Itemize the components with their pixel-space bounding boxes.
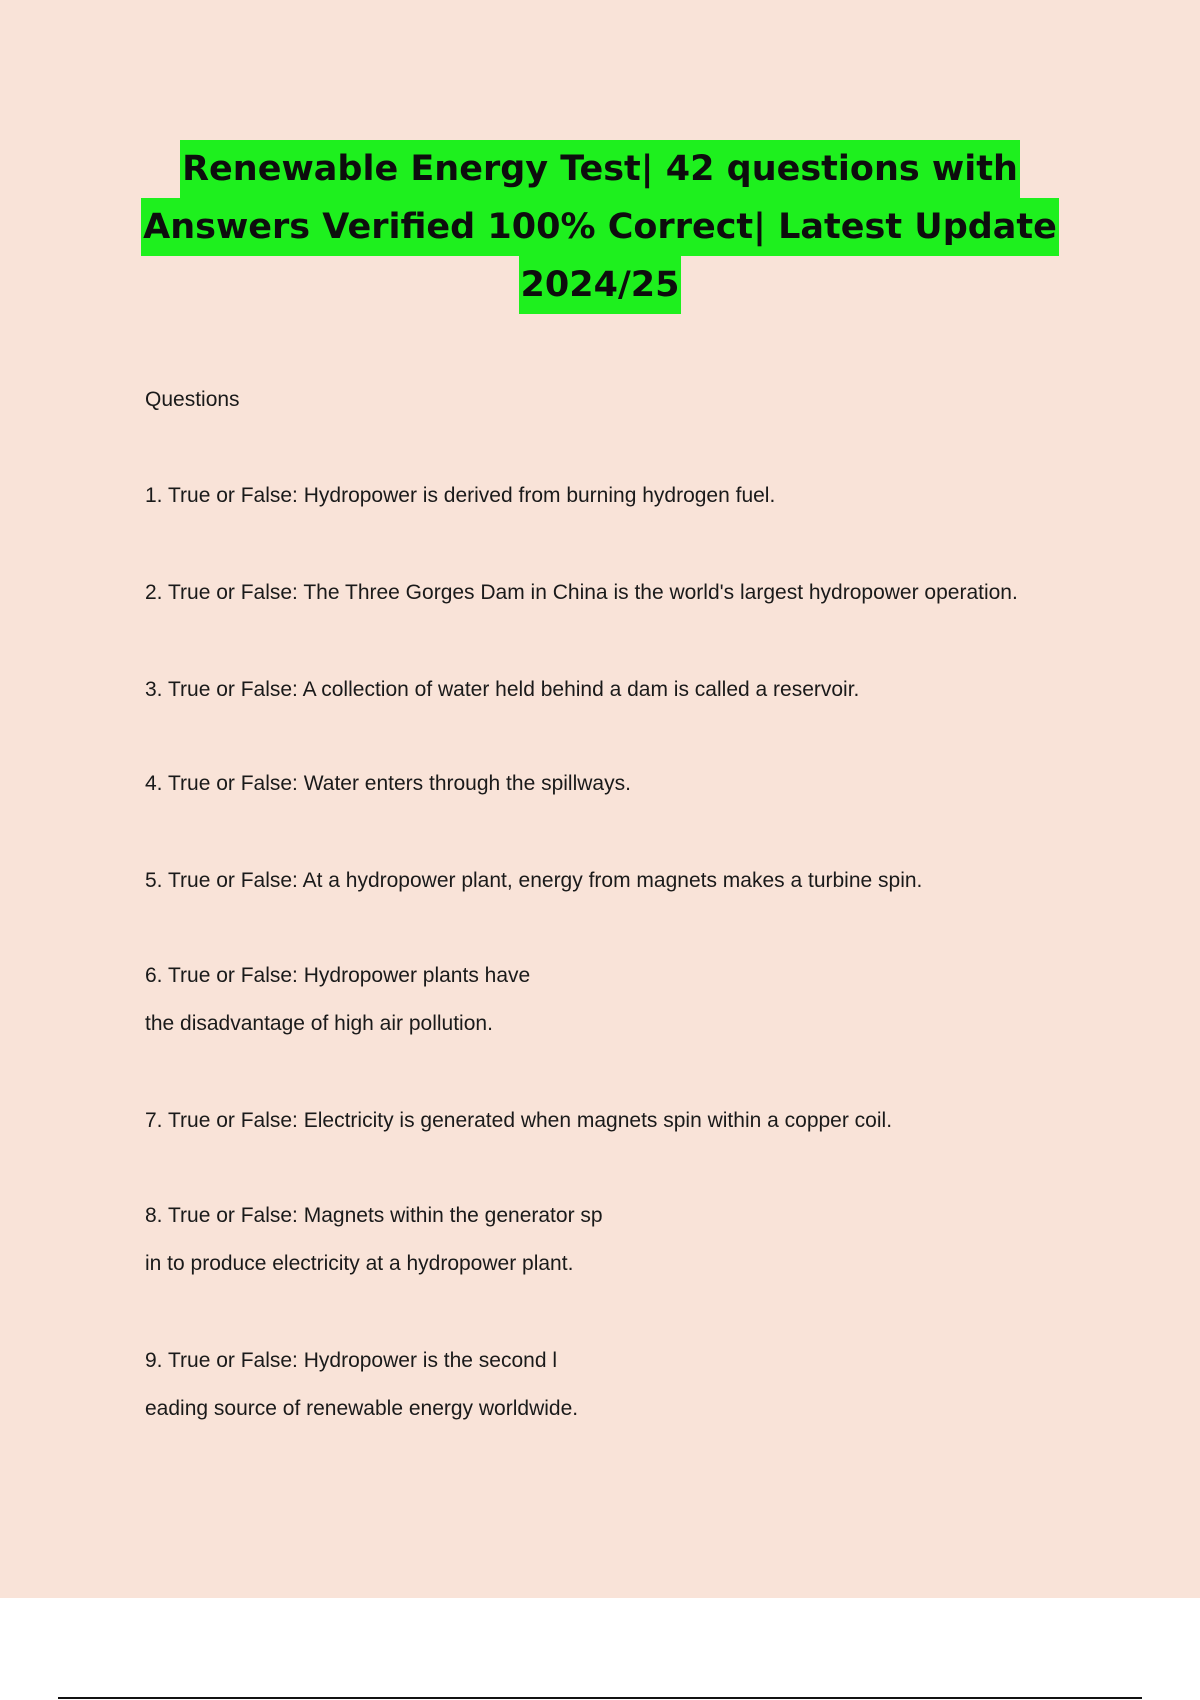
question-item	[145, 770, 1105, 798]
title-line-1: Renewable Energy Test| 42 questions with	[180, 140, 1020, 198]
question-text: 8. True or False: Magnets within the generator sp	[145, 1204, 603, 1227]
footer-divider	[58, 1697, 1142, 1699]
title-line-2: Answers Verified 100% Correct| Latest Update	[141, 198, 1059, 256]
question-text: 2. True or False: The Three Gorges Dam in China is the world's largest hydropower operation.	[145, 581, 1018, 604]
question-text: 3. True or False: A collection of water held behind a dam is called a reservoir.	[145, 678, 860, 701]
question-text: 4. True or False: Water enters through the spillways.	[145, 772, 631, 795]
question-text: 1. True or False: Hydropower is derived from burning hydrogen fuel.	[145, 484, 776, 507]
question-item	[145, 962, 1105, 1038]
question-item	[145, 482, 1105, 510]
question-item	[145, 1107, 1105, 1135]
question-item	[145, 1347, 1105, 1423]
question-text-continued: eading source of renewable energy worldwide.	[145, 1397, 579, 1420]
question-text: 5. True or False: At a hydropower plant, energy from magnets makes a turbine spin.	[145, 869, 923, 892]
question-text-continued: in to produce electricity at a hydropower plant.	[145, 1252, 574, 1275]
question-text: 6. True or False: Hydropower plants have	[145, 964, 531, 987]
title-line-3: 2024/25	[519, 256, 682, 314]
section-label: Questions	[145, 388, 240, 411]
question-text: 7. True or False: Electricity is generated when magnets spin within a copper coil.	[145, 1109, 893, 1132]
question-item	[145, 867, 1105, 895]
question-item	[145, 1202, 1105, 1278]
document-title	[100, 140, 1100, 314]
question-item	[145, 676, 1105, 704]
question-text-continued: the disadvantage of high air pollution.	[145, 1012, 493, 1035]
question-text: 9. True or False: Hydropower is the second l	[145, 1349, 558, 1372]
question-item	[145, 579, 1105, 607]
